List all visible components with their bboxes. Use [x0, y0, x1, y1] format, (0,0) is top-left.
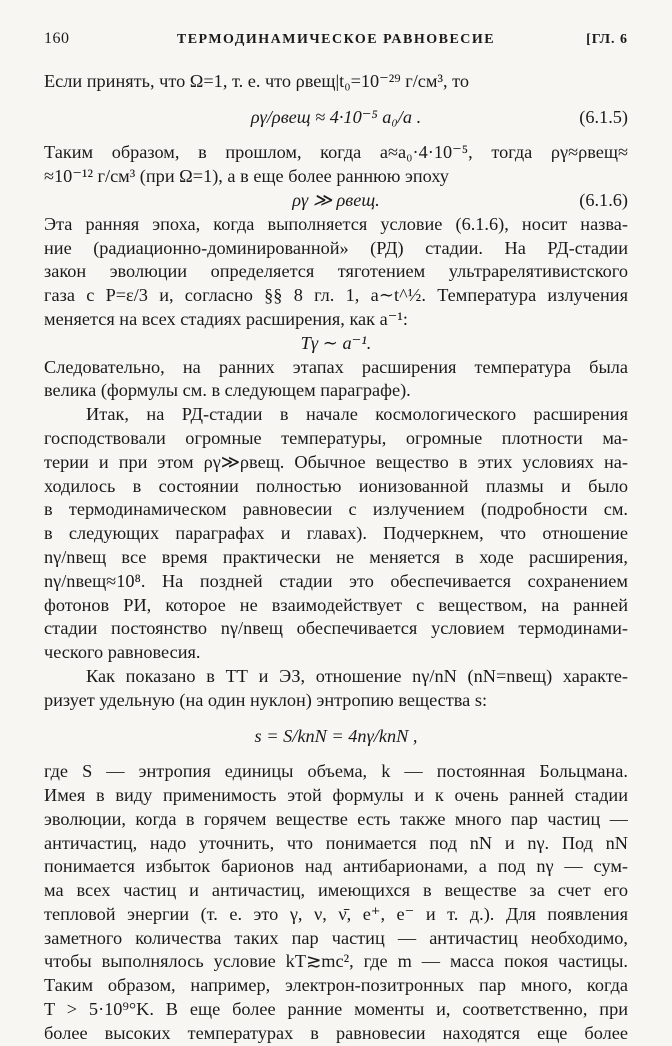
text-line: заметного количества таких пар частиц — античастиц необходимо,	[44, 927, 628, 948]
text-line: понимается избыток барионов над антибарионами, а под nγ — сум-	[44, 856, 628, 877]
running-title: ТЕРМОДИНАМИЧЕСКОЕ РАВНОВЕСИЕ	[176, 32, 496, 47]
equation-expression: ργ/ρвещ ≈ 4·10⁻⁵ a₀/a .	[250, 106, 422, 127]
text-line: ческого равновесия.	[44, 642, 201, 663]
text-line: Таким образом, в прошлом, когда a≈a₀·4·10⁻⁵, тогда ργ≈ρвещ≈	[44, 142, 628, 163]
text-line: ходилось в состоянии полностью ионизованной плазмы и было	[44, 475, 628, 496]
equation-6-1-6	[44, 189, 628, 213]
equation-temperature	[44, 332, 628, 356]
text-line: Имея в виду применимость этой формулы и к очень ранней стадии	[44, 784, 628, 805]
text-line: тепловой энергии (т. е. это γ, ν, ν̄, e⁺, e⁻ и т. д.). Для появления	[44, 903, 628, 924]
text-line: ризует удельную (на один нуклон) энтропию вещества s:	[44, 689, 488, 710]
text-line: ма всех частиц и античастиц, имеющихся в веществе за счет его	[44, 880, 628, 901]
text-line: в следующих параграфах и главах). Подчеркнем, что отношение	[44, 523, 628, 544]
text-line: терии и при этом ργ≫ρвещ. Обычное вещество в этих условиях на-	[44, 451, 628, 472]
chapter-marker: [ГЛ. 6	[586, 32, 628, 47]
equation-number: (6.1.5)	[579, 106, 628, 127]
text-line: nγ/nвещ все время практически не меняется в ходе расширения,	[44, 546, 628, 567]
text-line: более высоких температурах в равновесии находятся еще более	[44, 1022, 628, 1043]
text-line: фотонов РИ, которое не взаимодействует с веществом, на ранней	[44, 594, 628, 615]
text-line: Итак, на РД-стадии в начале космологического расширения	[86, 404, 628, 425]
text-line: газа с P=ε/3 и, согласно §§ 8 гл. 1, a∼t^½. Температура излучения	[44, 285, 628, 306]
text-line: Следовательно, на ранних этапах расширения температура была	[44, 356, 628, 377]
equation-6-1-5	[44, 94, 628, 142]
text-line: эволюции, когда в горячем веществе есть также много пар частиц —	[44, 808, 628, 829]
text-line: стадии постоянство nγ/nвещ обеспечивается условием термодинами-	[44, 618, 628, 639]
equation-expression: Tγ ∼ a⁻¹.	[300, 332, 372, 353]
text-line: Если принять, что Ω=1, т. е. что ρвещ|t₀=10⁻²⁹ г/см³, то	[44, 71, 470, 91]
page-number: 160	[44, 30, 70, 47]
text-line: Как показано в ТТ и ЭЗ, отношение nγ/nN (nN=nвещ) характе-	[86, 665, 628, 686]
equation-expression: s = S/knN = 4nγ/knN ,	[254, 725, 418, 746]
equation-number: (6.1.6)	[579, 189, 628, 210]
text-line: T > 5·10⁹°K. В еще более ранние моменты и, соответственно, при	[44, 999, 628, 1020]
text-line: чтобы выполнялось условие kT≳mc², где m — масса покоя частицы.	[44, 951, 628, 972]
text-line: ние (радиационно-доминированной» (РД) стадии. На РД-стадии	[44, 237, 628, 258]
text-line: ≈10⁻¹² г/см³ (при Ω=1), а в еще более раннюю эпоху	[44, 166, 449, 187]
text-line: античастиц, надо уточнить, что понимается под nN и nγ. Под nN	[44, 832, 628, 853]
page-header	[44, 30, 628, 52]
text-line: велика (формулы см. в следующем параграфе).	[44, 380, 411, 401]
text-line: в термодинамическом равновесии с излучением (подробности см.	[44, 499, 628, 520]
text-line: где S — энтропия единицы объема, k — постоянная Больцмана.	[44, 761, 628, 782]
text-line: господствовали огромные температуры, огромные плотности ма-	[44, 427, 628, 448]
equation-entropy	[44, 713, 628, 761]
equation-expression: ργ ≫ ρвещ.	[292, 189, 380, 210]
page-body	[44, 70, 628, 1046]
text-line: меняется на всех стадиях расширения, как a⁻¹:	[44, 308, 408, 329]
text-line: закон эволюции определяется тяготением ультрарелятивистского	[44, 261, 628, 282]
text-line: Таким образом, например, электрон-позитронных пар много, когда	[44, 975, 628, 996]
text-line: nγ/nвещ≈10⁸. На поздней стадии это обеспечивается сохранением	[44, 570, 628, 591]
text-line: Эта ранняя эпоха, когда выполняется условие (6.1.6), носит назва-	[44, 213, 628, 234]
